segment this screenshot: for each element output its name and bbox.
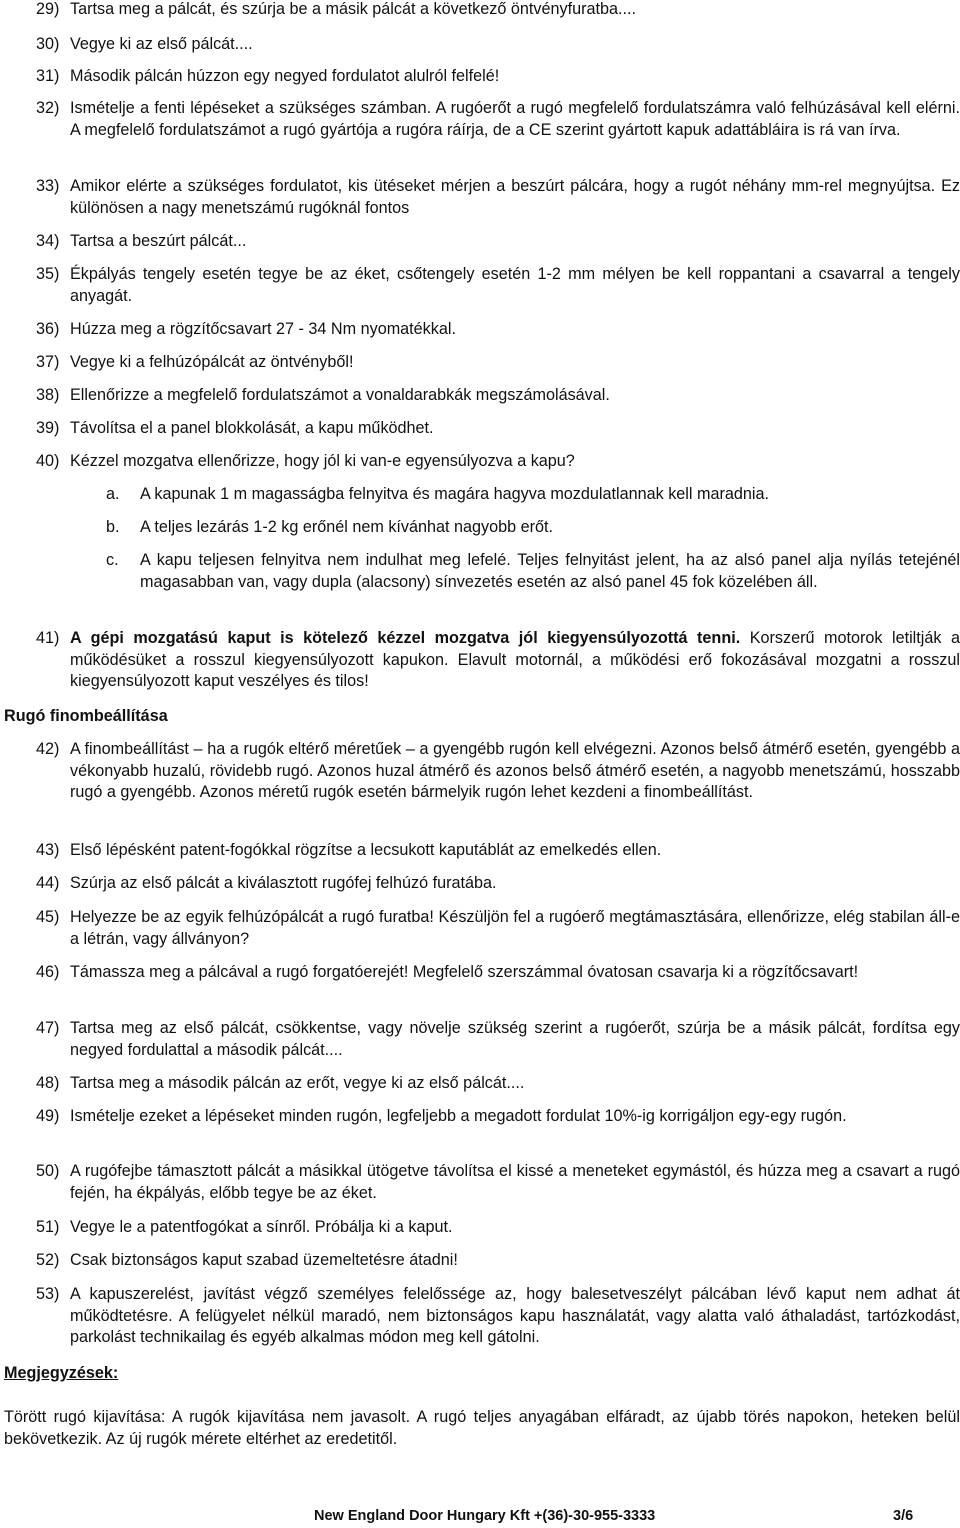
step-number: 52) <box>36 1251 60 1269</box>
step-32 <box>36 98 960 141</box>
step-number: 45) <box>36 908 60 926</box>
step-number: 43) <box>36 841 60 859</box>
step-text: Húzza meg a rögzítőcsavart 27 - 34 Nm nyomatékkal. <box>70 320 456 338</box>
step-text: Vegye ki az első pálcát.... <box>70 35 253 53</box>
step-number: 34) <box>36 232 60 250</box>
step-43 <box>36 840 960 862</box>
step-37 <box>36 352 960 374</box>
step-text: Ékpályás tengely esetén tegye be az éket, csőtengely esetén 1-2 mm mélyen be kell roppantani a csavarral a tengely anyagát. <box>70 265 960 305</box>
step-text: Távolítsa el a panel blokkolását, a kapu működhet. <box>70 419 434 437</box>
step-text: Szúrja az első pálcát a kiválasztott rugófej felhúzó furatába. <box>70 874 497 892</box>
step-31 <box>36 66 960 88</box>
substep-letter: c. <box>106 551 119 569</box>
step-50 <box>36 1161 960 1204</box>
step-number: 37) <box>36 353 60 371</box>
step-text: Tartsa meg az első pálcát, csökkentse, vagy növelje szükség szerint a rugóerőt, szúrja be a másik pálcát, fordítsa egy negyed fordulattal a második pálcát.... <box>70 1019 960 1059</box>
step-number: 41) <box>36 629 60 647</box>
step-53 <box>36 1284 960 1349</box>
step-number: 40) <box>36 452 60 470</box>
step-34 <box>36 231 960 253</box>
step-46 <box>36 962 960 984</box>
step-48 <box>36 1073 960 1095</box>
footer-page-number: 3/6 <box>893 1508 914 1524</box>
substep-letter: b. <box>106 518 120 536</box>
step-number: 36) <box>36 320 60 338</box>
step-text: Tartsa a beszúrt pálcát... <box>70 232 247 250</box>
step-text: Második pálcán húzzon egy negyed fordulatot alulról felfelé! <box>70 67 500 85</box>
step-52 <box>36 1250 960 1272</box>
step-number: 35) <box>36 265 60 283</box>
step-38 <box>36 385 960 407</box>
step-number: 31) <box>36 67 60 85</box>
step-35 <box>36 264 960 307</box>
step-number: 33) <box>36 177 60 195</box>
step-text: Ismételje ezeket a lépéseket minden rugón, legfeljebb a megadott fordulat 10%-ig korrigáljon egy-egy rugón. <box>70 1107 847 1125</box>
step-bold-text: A gépi mozgatású kaput is kötelező kézzel mozgatva jól kiegyensúlyozottá tenni. <box>70 629 741 647</box>
step-40 <box>36 451 960 473</box>
step-number: 49) <box>36 1107 60 1125</box>
step-30 <box>36 34 960 56</box>
step-number: 30) <box>36 35 60 53</box>
step-number: 47) <box>36 1019 60 1037</box>
substep-text: A kapu teljesen felnyitva nem indulhat meg lefelé. Teljes felnyitást jelent, ha az alsó panel alja nyílás tetejénél magasabban van, vagy dupla (alacsony) sínvezetés esetén az alsó panel 45 fok közelében áll. <box>140 551 960 591</box>
notes-text: Törött rugó kijavítása: A rugók kijavítása nem javasolt. A rugó teljes anyagában elfáradt, az újabb törés napokon, heteken belül bekövetkezik. Az új rugók mérete eltérhet az eredetitől. <box>4 1408 960 1448</box>
step-41 <box>36 628 960 693</box>
step-number: 42) <box>36 740 60 758</box>
step-text: A kapuszerelést, javítást végző személyes felelőssége az, hogy balesetveszélyt pálcában lévő kaput nem adhat át működtetésre. A felügyelet nélkül maradó, nem biztonságos kapu használatát, vagy alatta való áthaladást, tartózkodást, parkolást technikailag és egyéb alkalmas módon meg kell gátolni. <box>70 1285 960 1346</box>
footer-company: New England Door Hungary Kft +(36)-30-955-3333 <box>314 1508 656 1524</box>
step-text: Vegye ki a felhúzópálcát az öntvényből! <box>70 353 354 371</box>
step-40-a <box>106 484 960 506</box>
step-text: Első lépésként patent-fogókkal rögzítse a lecsukott kaputáblát az emelkedés ellen. <box>70 841 662 859</box>
substep-letter: a. <box>106 485 120 503</box>
section-heading: Rugó finombeállítása <box>4 707 168 725</box>
notes-heading: Megjegyzések: <box>4 1364 119 1382</box>
step-number: 51) <box>36 1218 60 1236</box>
step-36 <box>36 319 960 341</box>
step-42 <box>36 739 960 804</box>
step-text: Támassza meg a pálcával a rugó forgatóerejét! Megfelelő szerszámmal óvatosan csavarja ki a rögzítőcsavart! <box>70 963 859 981</box>
step-33 <box>36 176 960 219</box>
step-number: 48) <box>36 1074 60 1092</box>
step-47 <box>36 1018 960 1061</box>
step-rest-text: Korszerű motorok letiltják a működésüket a rosszul kiegyensúlyozott kapukon. Elavult motornál, a működési erő fokozásával mozgatni a rosszul kiegyensúlyozott kaput veszélyes és tilos! <box>70 629 960 690</box>
step-number: 38) <box>36 386 60 404</box>
step-49 <box>36 1106 960 1128</box>
step-text: Ellenőrizze a megfelelő fordulatszámot a vonaldarabkák megszámolásával. <box>70 386 610 404</box>
step-45 <box>36 907 960 950</box>
step-text: Vegye le a patentfogókat a sínről. Próbálja ki a kaput. <box>70 1218 453 1236</box>
step-51 <box>36 1217 960 1239</box>
step-number: 39) <box>36 419 60 437</box>
step-number: 53) <box>36 1285 60 1303</box>
step-40-b <box>106 517 960 539</box>
substep-text: A teljes lezárás 1-2 kg erőnél nem kívánhat nagyobb erőt. <box>140 518 554 536</box>
step-text <box>70 628 960 693</box>
step-text: Helyezze be az egyik felhúzópálcát a rugó furatba! Készüljön fel a rugóerő megtámasztására, ellenőrizze, elég stabilan áll-e a létrán, vagy állványon? <box>70 908 960 948</box>
step-text: Csak biztonságos kaput szabad üzemeltetésre átadni! <box>70 1251 458 1269</box>
step-text: A finombeállítást – ha a rugók eltérő méretűek – a gyengébb rugón kell elvégezni. Azonos belső átmérő esetén, gyengébb a vékonyabb huzalú, rövidebb rugó. Azonos huzal átmérő és azonos belső átmérő esetén, a nagyobb menetszámú, hosszabb rugó a gyengébb. Azonos méretű rugók esetén bármelyik rugón lehet kezdeni a finombeállítást. <box>70 740 960 801</box>
step-text: Amikor elérte a szükséges fordulatot, kis ütéseket mérjen a beszúrt pálcára, hogy a rugót néhány mm-rel megnyújtsa. Ez különösen a nagy menetszámú rugóknál fontos <box>70 177 960 217</box>
step-number: 29) <box>36 0 60 18</box>
step-number: 50) <box>36 1162 60 1180</box>
step-number: 32) <box>36 99 60 117</box>
step-text: A rugófejbe támasztott pálcát a másikkal ütögetve távolítsa el kissé a meneteket egymástól, és húzza meg a csavart a rugó fején, ha ékpályás, előbb tegye be az éket. <box>70 1162 960 1202</box>
substep-text: A kapunak 1 m magasságba felnyitva és magára hagyva mozdulatlannak kell maradnia. <box>140 485 769 503</box>
step-29 <box>36 0 960 21</box>
step-number: 46) <box>36 963 60 981</box>
step-text: Tartsa meg a pálcát, és szúrja be a másik pálcát a következő öntvényfuratba.... <box>70 0 636 18</box>
step-44 <box>36 873 960 895</box>
step-number: 44) <box>36 874 60 892</box>
step-text: Ismételje a fenti lépéseket a szükséges számban. A rugóerőt a rugó megfelelő fordulatszámra való felhúzásával kell elérni. A megfelelő fordulatszámot a rugó gyártója a rugóra ráírja, de a CE szerint gyártott kapuk adattábláira is rá van írva. <box>70 99 960 139</box>
step-text: Kézzel mozgatva ellenőrizze, hogy jól ki van-e egyensúlyozva a kapu? <box>70 452 575 470</box>
step-39 <box>36 418 960 440</box>
step-text: Tartsa meg a második pálcán az erőt, vegye ki az első pálcát.... <box>70 1074 525 1092</box>
step-40-c <box>106 550 960 593</box>
